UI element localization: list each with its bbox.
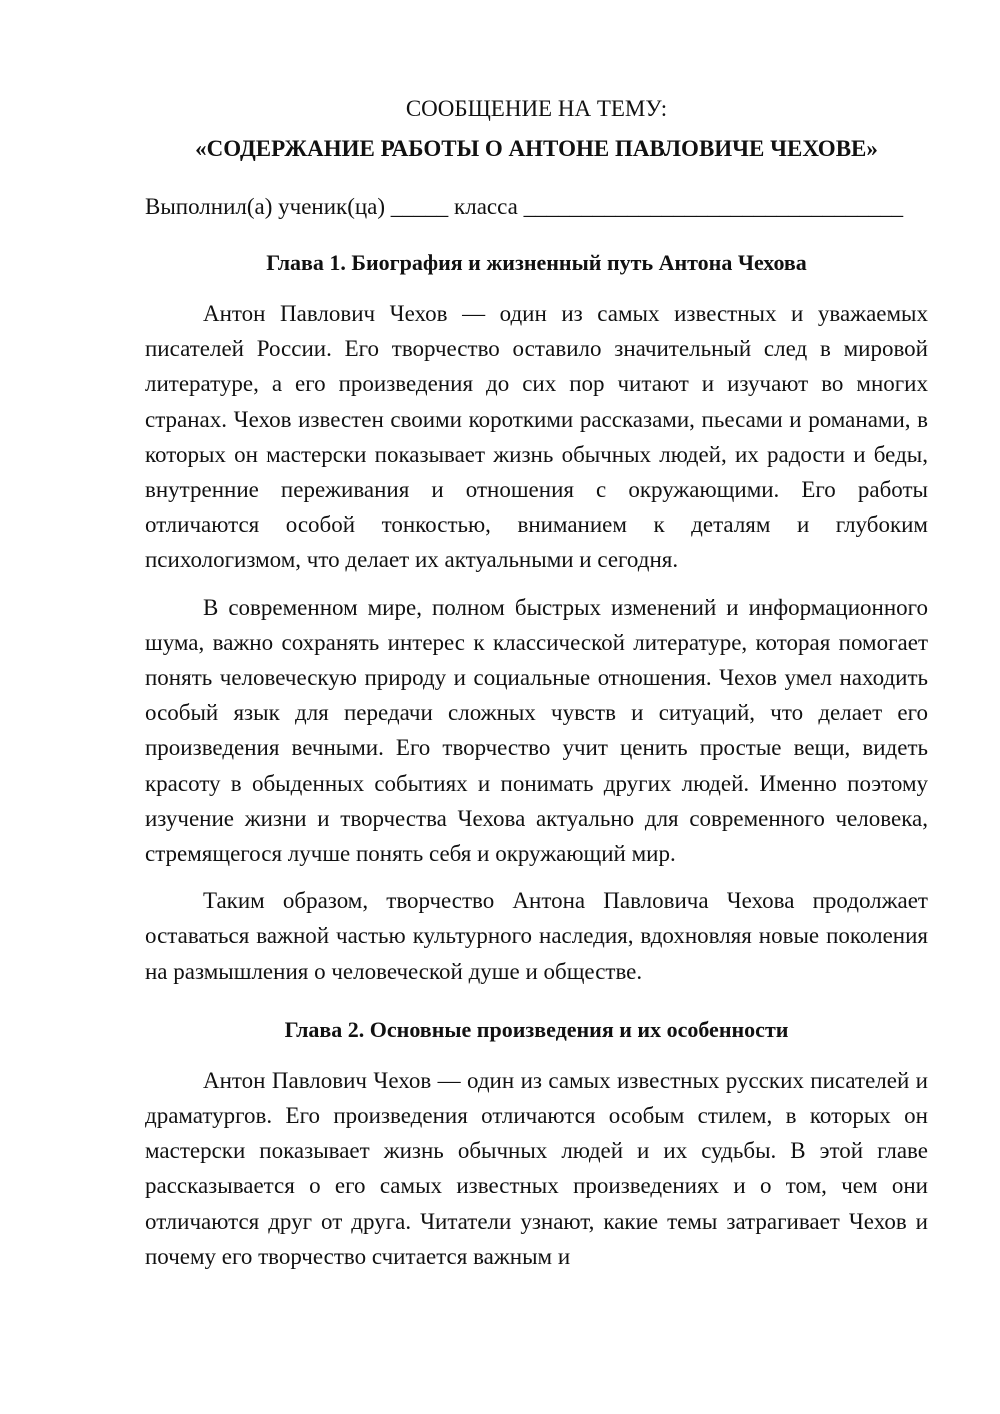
chapter-2-heading: Глава 2. Основные произведения и их особенности bbox=[284, 1016, 789, 1042]
chapter-2-paragraph-1: Антон Павлович Чехов — один из самых известных русских писателей и драматургов. Его произведения отличаются особым стилем, в которых он мастерски показывает жизнь обычных людей и их судьбы. В этой главе рассказывается о его самых известных произведениях и о том, чем они отличаются друг от друга. Читатели узнают, какие темы затрагивает Чехов и почему его творчество считается важным и bbox=[145, 1067, 928, 1269]
chapter-2 bbox=[145, 1013, 928, 1274]
chapter-1-paragraph-1: Антон Павлович Чехов — один из самых известных и уважаемых писателей России. Его творчество оставило значительный след в мировой литературе, а его произведения до сих пор читают и изучают во многих странах. Чехов известен своими короткими рассказами, пьесами и романами, в которых он мастерски показывает жизнь обычных людей, их радости и беды, внутренние переживания и отношения с окружающими. Его работы отличаются особой тонкостью, вниманием к деталям и глубоким психологизмом, что делает их актуальными и сегодня. bbox=[145, 301, 928, 573]
chapter-1-paragraph-2: В современном мире, полном быстрых изменений и информационного шума, важно сохранять интерес к классической литературе, которая помогает понять человеческую природу и социальные отношения. Чехов умел находить особый язык для передачи сложных чувств и ситуаций, что делает его произведения вечными. Его творчество учит ценить простые вещи, видеть красоту в обыденных событиях и понимать других людей. Именно поэтому изучение жизни и творчества Чехова актуально для современного человека, стремящегося лучше понять себя и окружающий мир. bbox=[145, 594, 928, 867]
chapter-1-paragraph-3: Таким образом, творчество Антона Павловича Чехова продолжает оставаться важной частью культурного наследия, вдохновляя новые поколения на размышления о человеческой душе и обществе. bbox=[145, 888, 928, 984]
chapter-1 bbox=[145, 246, 928, 989]
document-title: «СОДЕРЖАНИЕ РАБОТЫ О АНТОНЕ ПАВЛОВИЧЕ ЧЕХОВЕ» bbox=[195, 136, 878, 161]
chapter-1-heading: Глава 1. Биография и жизненный путь Антона Чехова bbox=[266, 250, 807, 275]
document-title-topic: СООБЩЕНИЕ НА ТЕМУ: bbox=[405, 96, 668, 121]
document-page bbox=[145, 92, 928, 1274]
author-class-line: Выполнил(а) ученик(ца) _____ класса _________________________________ bbox=[145, 194, 904, 219]
